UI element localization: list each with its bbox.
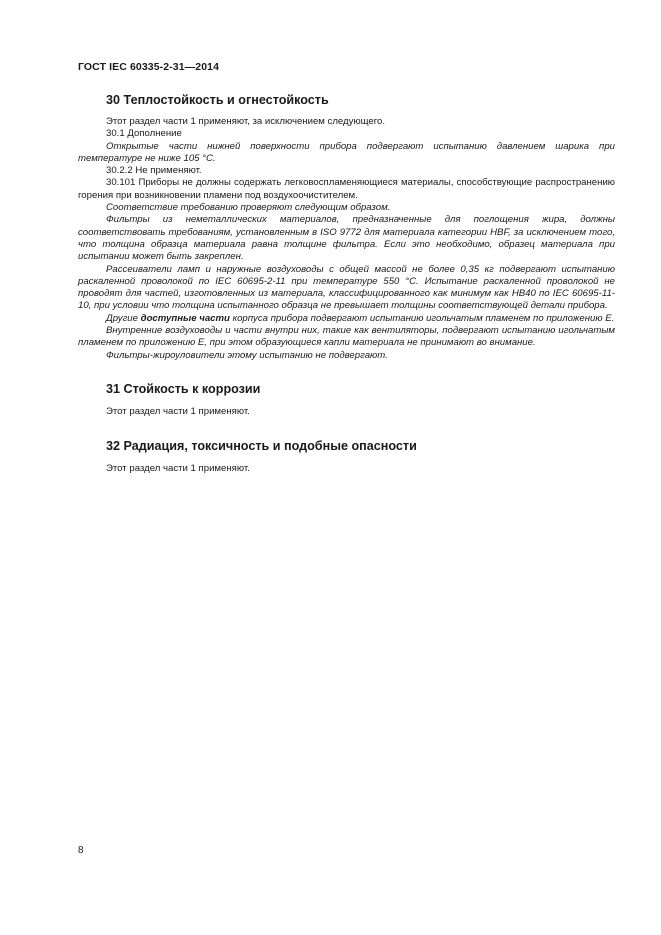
page-number: 8 [78, 845, 84, 856]
grease-filters-paragraph: Фильтры-жироуловители этому испытанию не подвергают. [106, 349, 388, 361]
filters-paragraph: Фильтры из неметаллических материалов, предназначенные для поглощения жира, должны соответствовать требованиям, установленным в ISO 9772 для материала категории HBF, за исключением того, что толщина образца материала равна толщине фильтра. Если это необходимо, образец материала при испытании может быть закреплен. [78, 214, 615, 263]
section-32-heading: 32 Радиация, токсичность и подобные опасности [106, 439, 417, 454]
clause-30-101: 30.101 Приборы не должны содержать легковоспламеняющиеся материалы, способствующие распространению горения при возникновении пламени под воздухоочистителем. [78, 177, 615, 201]
accessible-parts-paragraph [78, 313, 615, 325]
page-content [78, 92, 615, 476]
accessible-parts-term: доступные части [140, 312, 230, 324]
accessible-parts-prefix: Другие [106, 312, 141, 324]
section-31-text: Этот раздел части 1 применяют. [106, 405, 250, 417]
accessible-parts-suffix: корпуса прибора подвергают испытанию игольчатым пламенем по приложению Е. [229, 312, 615, 324]
section-30-heading: 30 Теплостойкость и огнестойкость [106, 93, 329, 107]
lamp-diffusers-paragraph: Рассеиватели ламп и наружные воздуховоды с общей массой не более 0,35 кг подвергают испытанию раскаленной проволокой по IEC 60695-2-11 при температуре 550 °С. Испытание раскаленной проволокой не проводят для частей, изготовленных из материала, классифицированного как минимум как HB40 по IEC 60695-11-10, при условии что толщина испытанного образца не превышает толщины соответствующей детали прибора. [78, 263, 615, 312]
clause-30-1: 30.1 Дополнение [106, 128, 182, 140]
section-30-intro: Этот раздел части 1 применяют, за исключением следующего. [106, 116, 386, 127]
section-32-text: Этот раздел части 1 применяют. [106, 463, 250, 475]
clause-30-2-2: 30.2.2 Не применяют. [106, 165, 202, 177]
section-31-heading: 31 Стойкость к коррозии [106, 381, 261, 396]
compliance-check-text: Соответствие требованию проверяют следующим образом. [106, 202, 391, 214]
document-code-header: ГОСТ IEC 60335-2-31—2014 [78, 61, 220, 73]
internal-ducts-paragraph: Внутренние воздуховоды и части внутри них, такие как вентиляторы, подвергают испытанию игольчатым пламенем по приложению Е, при этом образующиеся капли материала не принимают во внимание. [78, 325, 615, 349]
clause-30-1-text: Открытые части нижней поверхности прибора подвергают испытанию давлением шарика при температуре не ниже 105 °С. [78, 140, 615, 164]
